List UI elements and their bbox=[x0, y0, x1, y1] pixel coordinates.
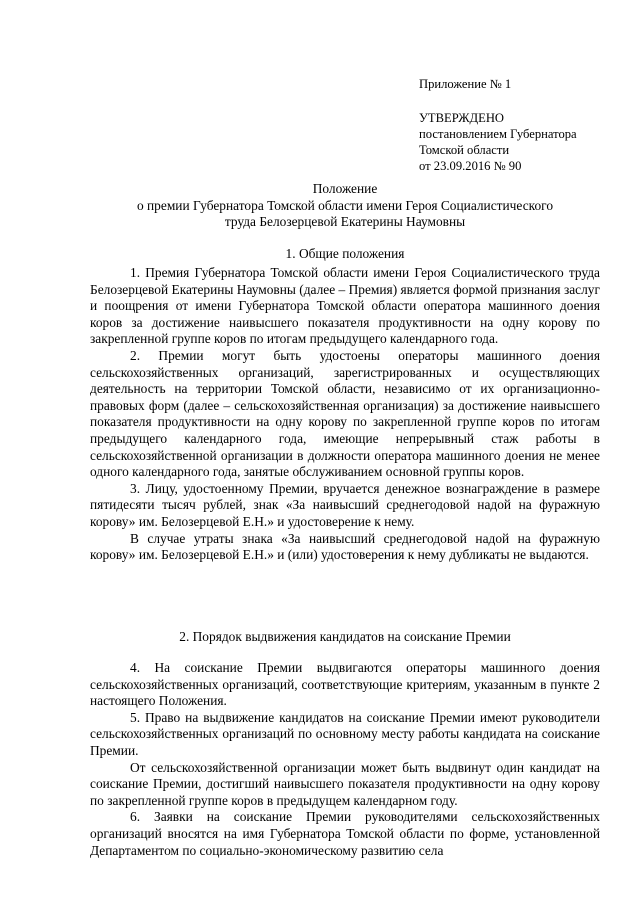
paragraph-3: 3. Лицу, удостоенному Премии, вручается денежное вознаграждение в размере пятидесяти тысяч рублей, знак «За наивысший среднегодовой надой на фуражную корову» им. Белозерцевой Е.Н.» и удостоверение к нему. bbox=[90, 480, 600, 529]
section-2-heading: 2. Порядок выдвижения кандидатов на соискание Премии bbox=[179, 629, 511, 644]
paragraph-6: 6. Заявки на соискание Премии руководителями сельскохозяйственных организаций вносятся на имя Губернатора Томской области по форме, установленной Департаментом по социально-экономическому развитию села bbox=[90, 809, 600, 858]
paragraph-4: 4. На соискание Премии выдвигаются операторы машинного доения сельскохозяйственных организаций, соответствующие критериям, указанным в пункте 2 настоящего Положения. bbox=[90, 660, 600, 709]
approval-decree-line: постановлением Губернатора bbox=[419, 127, 577, 141]
title-line-2: о премии Губернатора Томской области имени Героя Социалистического bbox=[136, 197, 554, 213]
section-1-heading: 1. Общие положения bbox=[285, 246, 405, 261]
paragraph-2: 2. Премии могут быть удостоены операторы машинного доения сельскохозяйственных организаций, зарегистрированных и осуществляющих деятельность на территории Томской области, независимо от их организационно-правовых форм (далее – сельскохозяйственная организация) за достижение наивысшего показателя продуктивности на одну корову по закрепленной группе коров по итогам предыдущего календарного года, имеющие непрерывный стаж работы в сельскохозяйственной организации в должности оператора машинного доения не менее одного календарного года, занятые обслуживанием основной группы коров. bbox=[90, 347, 600, 480]
paragraph-1: 1. Премия Губернатора Томской области имени Героя Социалистического труда Белозерцевой Екатерины Наумовны (далее – Премия) является формой признания заслуг и поощрения от имени Губернатора Томской области оператора машинного доения коров за достижение наивысшего показателя продуктивности на одну корову по закрепленной группе коров по итогам предыдущего календарного года. bbox=[90, 265, 600, 347]
paragraph-5-note: От сельскохозяйственной организации может быть выдвинут один кандидат на соискание Премии, достигший наивысшего показателя продуктивности на одну корову по закрепленной группе коров в предыдущем календарном году. bbox=[90, 759, 600, 808]
section-1-body bbox=[90, 265, 600, 564]
approved-stamp-text: УТВЕРЖДЕНО bbox=[419, 111, 505, 125]
document-title bbox=[90, 181, 600, 231]
title-line-1: Положение bbox=[312, 181, 378, 196]
approval-spacer bbox=[419, 92, 619, 110]
section-2-body bbox=[90, 660, 600, 859]
approval-date-line: от 23.09.2016 № 90 bbox=[419, 159, 522, 173]
appendix-label: Приложение № 1 bbox=[419, 77, 512, 91]
approval-region-line: Томской области bbox=[419, 143, 510, 157]
paragraph-3-note: В случае утраты знака «За наивысший среднегодовой надой на фуражную корову» им. Белозерцевой Е.Н.» и (или) удостоверения к нему дубликаты не выдаются. bbox=[90, 530, 600, 563]
approval-block bbox=[419, 76, 619, 174]
paragraph-5: 5. Право на выдвижение кандидатов на соискание Премии имеют руководители сельскохозяйственных организаций по основному месту работы кандидата на соискание Премии. bbox=[90, 709, 600, 758]
title-line-3: труда Белозерцевой Екатерины Наумовны bbox=[224, 214, 466, 229]
